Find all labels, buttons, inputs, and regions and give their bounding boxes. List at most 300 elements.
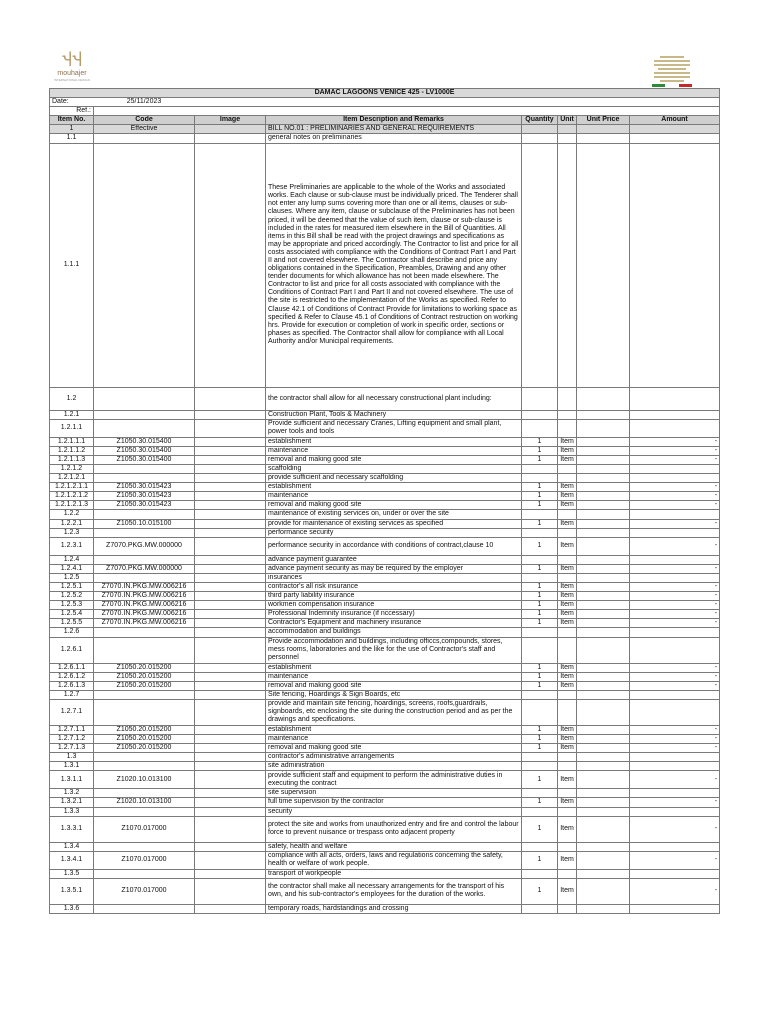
code-cell: Z7070.IN.PKG.MW.006216 <box>94 601 195 610</box>
quantity-cell: 1 <box>522 672 558 681</box>
unit-cell <box>558 555 577 564</box>
image-cell <box>195 387 266 410</box>
table-row <box>50 592 720 601</box>
unit-price-cell <box>577 483 630 492</box>
unit-price-cell <box>577 437 630 446</box>
code-cell: Z1050.30.015400 <box>94 446 195 455</box>
image-cell <box>195 125 266 134</box>
description-cell: provide and maintain site fencing, hoardings, screens, roofs,guardrails, signboards, etc enclosing the site during the construction period and as per the drawings and specifications. <box>266 699 522 725</box>
unit-price-cell <box>577 501 630 510</box>
item-no-cell: 1.2.1.2.1.2 <box>50 492 94 501</box>
image-cell <box>195 601 266 610</box>
bill-row <box>50 125 720 134</box>
quantity-cell: 1 <box>522 455 558 464</box>
unit-price-cell <box>577 528 630 537</box>
image-cell <box>195 869 266 878</box>
item-no-cell: 1.2.7.1.1 <box>50 725 94 734</box>
image-cell <box>195 492 266 501</box>
table-row <box>50 672 720 681</box>
amount-cell: - <box>630 619 720 628</box>
image-cell <box>195 519 266 528</box>
unit-cell <box>558 464 577 473</box>
item-no-cell: 1.3.6 <box>50 904 94 913</box>
item-no-cell: 1.2.5 <box>50 573 94 582</box>
amount-cell <box>630 842 720 851</box>
unit-cell <box>558 125 577 134</box>
quantity-cell <box>522 699 558 725</box>
description-cell: provide for maintenance of existing services as specified <box>266 519 522 528</box>
code-cell: Z1050.30.015423 <box>94 492 195 501</box>
table-row <box>50 510 720 519</box>
logo-mark-icon: ჃჃ <box>61 51 83 70</box>
unit-cell: Item <box>558 725 577 734</box>
amount-cell: - <box>630 725 720 734</box>
table-row <box>50 492 720 501</box>
table-row <box>50 555 720 564</box>
code-cell <box>94 410 195 419</box>
image-cell <box>195 610 266 619</box>
description-cell: removal and making good site <box>266 455 522 464</box>
unit-cell <box>558 789 577 798</box>
quantity-cell: 1 <box>522 601 558 610</box>
table-row <box>50 410 720 419</box>
code-cell: Z1050.30.015400 <box>94 437 195 446</box>
image-cell <box>195 816 266 842</box>
code-cell: Z7070.IN.PKG.MW.006216 <box>94 592 195 601</box>
description-cell: performance security <box>266 528 522 537</box>
code-cell <box>94 637 195 663</box>
unit-cell <box>558 474 577 483</box>
image-cell <box>195 592 266 601</box>
amount-cell <box>630 474 720 483</box>
quantity-cell <box>522 904 558 913</box>
table-row <box>50 681 720 690</box>
description-cell: maintenance <box>266 735 522 744</box>
unit-price-cell <box>577 672 630 681</box>
table-row <box>50 753 720 762</box>
unit-price-cell <box>577 555 630 564</box>
date-value: 25/11/2023 <box>94 98 195 107</box>
table-row <box>50 601 720 610</box>
code-cell <box>94 699 195 725</box>
unit-price-cell <box>577 842 630 851</box>
item-no-cell: 1.2.1.2.1.1 <box>50 483 94 492</box>
description-cell: the contractor shall make all necessary arrangements for the transport of his own, and his sub-contractor's employees for the duration of the works. <box>266 878 522 904</box>
unit-price-cell <box>577 735 630 744</box>
table-row <box>50 789 720 798</box>
table-row <box>50 573 720 582</box>
amount-cell: - <box>630 564 720 573</box>
item-no-cell: 1.2.2.1 <box>50 519 94 528</box>
quantity-cell: 1 <box>522 437 558 446</box>
image-cell <box>195 555 266 564</box>
amount-cell <box>630 904 720 913</box>
header-description: Item Description and Remarks <box>266 116 522 125</box>
amount-cell <box>630 807 720 816</box>
unit-price-cell <box>577 464 630 473</box>
description-cell: provide sufficient staff and equipment to perform the administrative duties in executing the contract <box>266 771 522 789</box>
unit-price-cell <box>577 904 630 913</box>
code-cell: Z1050.20.015200 <box>94 744 195 753</box>
table-row <box>50 851 720 869</box>
image-cell <box>195 410 266 419</box>
description-cell: Provide sufficient and necessary Cranes, Lifting equipment and small plant, power tools and tools <box>266 419 522 437</box>
description-cell: protect the site and works from unauthorized entry and fire and control the labour force to prevent nuisance or trespass onto adjacent property <box>266 816 522 842</box>
table-row <box>50 690 720 699</box>
code-cell: Z7070.PKG.MW.000000 <box>94 564 195 573</box>
header-row <box>50 116 720 125</box>
item-no-cell: 1.3.4 <box>50 842 94 851</box>
description-cell: advance payment guarantee <box>266 555 522 564</box>
image-cell <box>195 690 266 699</box>
image-cell <box>195 807 266 816</box>
quantity-cell: 1 <box>522 492 558 501</box>
unit-cell <box>558 510 577 519</box>
item-no-cell: 1.3.2 <box>50 789 94 798</box>
item-no-cell: 1.2.6.1.2 <box>50 672 94 681</box>
item-no-cell: 1.2.1.2.1 <box>50 474 94 483</box>
unit-cell <box>558 699 577 725</box>
unit-cell: Item <box>558 437 577 446</box>
image-cell <box>195 419 266 437</box>
stamp-text-lines <box>648 56 696 82</box>
description-cell: maintenance of existing services on, under or over the site <box>266 510 522 519</box>
unit-price-cell <box>577 582 630 591</box>
image-cell <box>195 628 266 637</box>
quantity-cell <box>522 510 558 519</box>
table-row <box>50 842 720 851</box>
quantity-cell <box>522 125 558 134</box>
code-cell <box>94 555 195 564</box>
item-no-cell: 1.2.4 <box>50 555 94 564</box>
item-no-cell: 1.3.4.1 <box>50 851 94 869</box>
description-cell: site supervision <box>266 789 522 798</box>
item-no-cell: 1.2.1.1 <box>50 419 94 437</box>
code-cell <box>94 789 195 798</box>
image-cell <box>195 681 266 690</box>
table-row <box>50 771 720 789</box>
amount-cell <box>630 125 720 134</box>
quantity-cell: 1 <box>522 663 558 672</box>
code-cell <box>94 134 195 143</box>
unit-cell: Item <box>558 681 577 690</box>
header-image: Image <box>195 116 266 125</box>
amount-cell <box>630 869 720 878</box>
amount-cell: - <box>630 446 720 455</box>
quantity-cell <box>522 474 558 483</box>
unit-price-cell <box>577 125 630 134</box>
amount-cell: - <box>630 437 720 446</box>
description-cell: compliance with all acts, orders, laws and regulations concerning the safety, health or welfare of work people. <box>266 851 522 869</box>
code-cell <box>94 419 195 437</box>
amount-cell: - <box>630 519 720 528</box>
item-no-cell: 1.2.6.1 <box>50 637 94 663</box>
code-cell: Z1050.20.015200 <box>94 681 195 690</box>
image-cell <box>195 134 266 143</box>
description-cell: workmen compensation insurance <box>266 601 522 610</box>
unit-cell <box>558 904 577 913</box>
quantity-cell <box>522 842 558 851</box>
code-cell: Z7070.PKG.MW.000000 <box>94 537 195 555</box>
quantity-cell: 1 <box>522 483 558 492</box>
description-cell: security <box>266 807 522 816</box>
logo-name: mouhajer <box>57 70 87 77</box>
amount-cell <box>630 387 720 410</box>
amount-cell <box>630 555 720 564</box>
table-row <box>50 564 720 573</box>
description-cell: establishment <box>266 663 522 672</box>
table-row <box>50 474 720 483</box>
unit-cell: Item <box>558 455 577 464</box>
unit-price-cell <box>577 410 630 419</box>
logo-tagline: INTERNATIONAL DESIGN <box>53 78 90 82</box>
image-cell <box>195 842 266 851</box>
table-row <box>50 387 720 410</box>
amount-cell: - <box>630 816 720 842</box>
unit-cell <box>558 387 577 410</box>
code-cell <box>94 143 195 387</box>
image-cell <box>195 744 266 753</box>
code-cell <box>94 904 195 913</box>
table-row <box>50 519 720 528</box>
amount-cell: - <box>630 537 720 555</box>
item-no-cell: 1.2.4.1 <box>50 564 94 573</box>
unit-price-cell <box>577 663 630 672</box>
image-cell <box>195 699 266 725</box>
image-cell <box>195 663 266 672</box>
code-cell: Z7070.IN.PKG.MW.006216 <box>94 582 195 591</box>
unit-price-cell <box>577 753 630 762</box>
table-row <box>50 869 720 878</box>
item-no-cell: 1.2.1.1.2 <box>50 446 94 455</box>
code-cell: Z1050.30.015400 <box>94 455 195 464</box>
item-no-cell: 1.2.1.1.3 <box>50 455 94 464</box>
description-cell: safety, health and welfare <box>266 842 522 851</box>
flag-icon <box>652 84 692 87</box>
amount-cell: - <box>630 610 720 619</box>
unit-cell: Item <box>558 492 577 501</box>
unit-cell <box>558 143 577 387</box>
unit-cell: Item <box>558 771 577 789</box>
description-cell: removal and making good site <box>266 501 522 510</box>
item-no-cell: 1.2.5.4 <box>50 610 94 619</box>
code-cell: Z1020.10.013100 <box>94 798 195 807</box>
image-cell <box>195 537 266 555</box>
project-title: DAMAC LAGOONS VENICE 425 - LV1000E <box>50 89 720 98</box>
unit-cell <box>558 762 577 771</box>
unit-price-cell <box>577 455 630 464</box>
unit-cell <box>558 637 577 663</box>
item-no-cell: 1.3 <box>50 753 94 762</box>
code-cell <box>94 510 195 519</box>
amount-cell <box>630 699 720 725</box>
table-row <box>50 419 720 437</box>
quantity-cell: 1 <box>522 501 558 510</box>
unit-price-cell <box>577 816 630 842</box>
unit-price-cell <box>577 592 630 601</box>
unit-cell <box>558 628 577 637</box>
amount-cell: - <box>630 492 720 501</box>
unit-price-cell <box>577 573 630 582</box>
unit-price-cell <box>577 699 630 725</box>
quantity-cell <box>522 387 558 410</box>
quantity-cell <box>522 143 558 387</box>
amount-cell: - <box>630 798 720 807</box>
amount-cell <box>630 789 720 798</box>
amount-cell: - <box>630 744 720 753</box>
code-cell: Effective <box>94 125 195 134</box>
description-cell: Site fencing, Hoardings & Sign Boards, etc <box>266 690 522 699</box>
amount-cell <box>630 464 720 473</box>
description-cell: insurances <box>266 573 522 582</box>
quantity-cell: 1 <box>522 681 558 690</box>
quantity-cell <box>522 628 558 637</box>
amount-cell: - <box>630 501 720 510</box>
code-cell <box>94 690 195 699</box>
amount-cell <box>630 410 720 419</box>
unit-cell: Item <box>558 798 577 807</box>
image-cell <box>195 725 266 734</box>
quantity-cell: 1 <box>522 619 558 628</box>
table-row <box>50 744 720 753</box>
code-cell <box>94 762 195 771</box>
unit-cell <box>558 807 577 816</box>
amount-cell <box>630 628 720 637</box>
table-row <box>50 464 720 473</box>
description-cell: transport of workpeople <box>266 869 522 878</box>
ref-row <box>50 107 720 116</box>
quantity-cell <box>522 690 558 699</box>
quantity-cell <box>522 789 558 798</box>
unit-price-cell <box>577 878 630 904</box>
table-row <box>50 699 720 725</box>
unit-price-cell <box>577 564 630 573</box>
table-row <box>50 610 720 619</box>
unit-cell: Item <box>558 592 577 601</box>
bill-of-quantities-table <box>49 88 720 914</box>
quantity-cell <box>522 753 558 762</box>
quantity-cell <box>522 528 558 537</box>
image-cell <box>195 637 266 663</box>
item-no-cell: 1.3.1.1 <box>50 771 94 789</box>
description-cell: These Preliminaries are applicable to the whole of the Works and associated works. Each clause or sub-clause must be individually priced. The Tenderer shall not enter any lump sums covering more than one or all items, clauses or sub-clauses. Where any item, clause or subclause of the Preliminaries has not been priced, it will be deemed that the value of such item, clause or sub-clause is included in the rates for measured item elsewhere in the Bill of Quantities. All items in this Bill shall be read with the project drawings and specifications as may be appropriate and priced accordingly. The Contractor to list and price for all costs associated with compliance with the Conditions of Contract Part I and Part II and not covered elsewhere. The Contractor shall describe and price any obligations contained in the Specification, Preambles, Drawing and any other tender documents for which allowance has not been made elsewhere. The Contractor to list and price for all costs associated with compliance with the Conditions of Contract Part I and Part II and not covered elsewhere. The use of the site is restricted to the implementation of the Works as specified. Refer to Clause 42.1 of Conditions of Contract Provide for limitations to working space as specified & Refer to Clause 45.1 of Conditions of Contract restruction on working hrs. Provide for execution or completion of work in specific order, sections or phases as specified. The Contractor shall allow for compliance with all Local Authority and/or Municipal requirements. <box>266 143 522 387</box>
item-no-cell: 1.3.2.1 <box>50 798 94 807</box>
unit-cell <box>558 690 577 699</box>
quantity-cell <box>522 637 558 663</box>
unit-price-cell <box>577 610 630 619</box>
quantity-cell: 1 <box>522 798 558 807</box>
description-cell: Construction Plant, Tools & Machinery <box>266 410 522 419</box>
description-cell: general notes on preliminaries <box>266 134 522 143</box>
item-no-cell: 1.2.5.2 <box>50 592 94 601</box>
quantity-cell: 1 <box>522 610 558 619</box>
description-cell: full time supervision by the contractor <box>266 798 522 807</box>
unit-cell: Item <box>558 582 577 591</box>
unit-price-cell <box>577 537 630 555</box>
amount-cell <box>630 143 720 387</box>
unit-price-cell <box>577 851 630 869</box>
unit-cell <box>558 842 577 851</box>
date-label: Date: <box>50 98 94 107</box>
item-no-cell: 1.3.3 <box>50 807 94 816</box>
quantity-cell <box>522 807 558 816</box>
description-cell: establishment <box>266 483 522 492</box>
header-amount: Amount <box>630 116 720 125</box>
quantity-cell: 1 <box>522 878 558 904</box>
amount-cell <box>630 753 720 762</box>
table-row <box>50 455 720 464</box>
amount-cell <box>630 690 720 699</box>
quantity-cell: 1 <box>522 851 558 869</box>
item-no-cell: 1.3.5.1 <box>50 878 94 904</box>
unit-price-cell <box>577 474 630 483</box>
ref-label: Ref.: <box>50 107 94 116</box>
code-cell: Z7070.IN.PKG.MW.006216 <box>94 619 195 628</box>
unit-price-cell <box>577 628 630 637</box>
image-cell <box>195 528 266 537</box>
quantity-cell: 1 <box>522 446 558 455</box>
image-cell <box>195 619 266 628</box>
unit-cell: Item <box>558 610 577 619</box>
code-cell: Z1050.30.015423 <box>94 501 195 510</box>
unit-price-cell <box>577 789 630 798</box>
unit-price-cell <box>577 419 630 437</box>
unit-cell: Item <box>558 672 577 681</box>
date-row <box>50 98 720 107</box>
amount-cell: - <box>630 851 720 869</box>
item-no-cell: 1.2.6.1.1 <box>50 663 94 672</box>
unit-cell: Item <box>558 619 577 628</box>
code-cell <box>94 753 195 762</box>
amount-cell <box>630 637 720 663</box>
table-row <box>50 878 720 904</box>
item-no-cell: 1 <box>50 125 94 134</box>
table-row <box>50 143 720 387</box>
quantity-cell <box>522 555 558 564</box>
image-cell <box>195 672 266 681</box>
quantity-cell <box>522 573 558 582</box>
table-row <box>50 582 720 591</box>
table-row <box>50 762 720 771</box>
amount-cell: - <box>630 663 720 672</box>
table-row <box>50 537 720 555</box>
code-cell: Z1070.017000 <box>94 851 195 869</box>
image-cell <box>195 573 266 582</box>
item-no-cell: 1.2.6.1.3 <box>50 681 94 690</box>
unit-price-cell <box>577 387 630 410</box>
unit-cell <box>558 573 577 582</box>
table-row <box>50 437 720 446</box>
code-cell: Z1050.10.015100 <box>94 519 195 528</box>
description-cell: temporary roads, hardstandings and crossing <box>266 904 522 913</box>
quantity-cell: 1 <box>522 725 558 734</box>
code-cell <box>94 869 195 878</box>
description-cell: advance payment security as may be required by the employer <box>266 564 522 573</box>
item-no-cell: 1.2.7 <box>50 690 94 699</box>
code-cell <box>94 464 195 473</box>
company-logo <box>52 52 92 88</box>
unit-cell: Item <box>558 501 577 510</box>
image-cell <box>195 735 266 744</box>
unit-cell: Item <box>558 663 577 672</box>
header-item-no: Item No. <box>50 116 94 125</box>
unit-cell: Item <box>558 446 577 455</box>
header-quantity: Quantity <box>522 116 558 125</box>
image-cell <box>195 455 266 464</box>
header-unit: Unit <box>558 116 577 125</box>
quantity-cell: 1 <box>522 735 558 744</box>
image-cell <box>195 789 266 798</box>
